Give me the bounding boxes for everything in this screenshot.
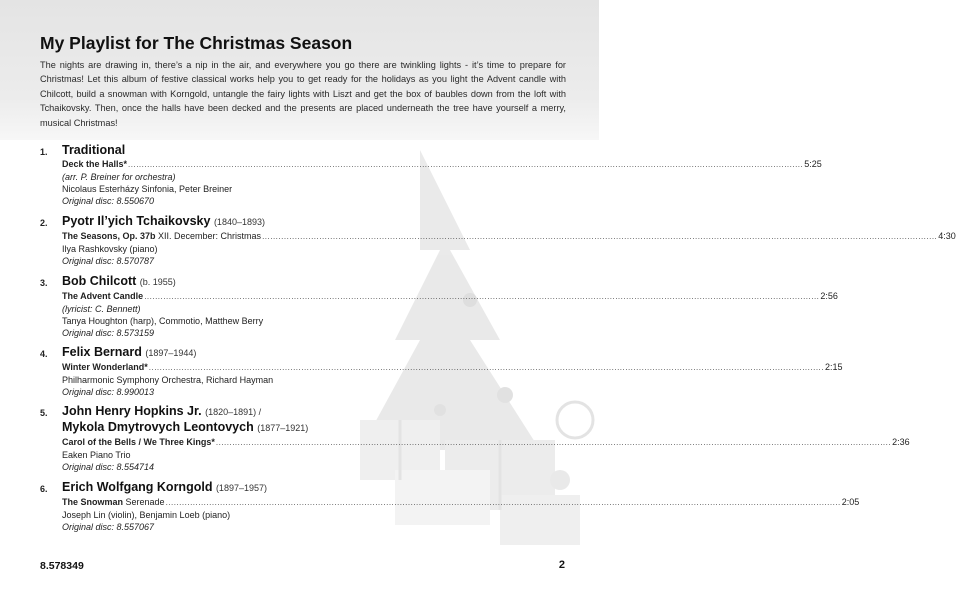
work-title: The Advent Candle (62, 291, 144, 301)
work-line (62, 290, 838, 303)
composer-2: Mykola Dmytrovych Leontovych (62, 420, 254, 434)
composer-name (62, 480, 566, 496)
track-number: 4. (40, 349, 48, 359)
dot-leader: ........................................................................................................................................................................................................................................................ (165, 498, 841, 507)
track-3 (40, 274, 838, 339)
performers: Joseph Lin (violin), Benjamin Loeb (piano) (62, 510, 231, 520)
dot-leader: ........................................................................................................................................................................................................................................................ (148, 363, 824, 372)
work-line (62, 230, 956, 243)
track-4 (40, 345, 843, 398)
work-title: The Snowman (62, 497, 124, 507)
work-subtitle: XII. December: Christmas (155, 231, 262, 241)
dot-leader: ........................................................................................................................................................................................................................................................ (144, 292, 820, 301)
work-subtitle: Serenade (123, 497, 165, 507)
composer-dates: (1897–1944) (145, 348, 197, 358)
track-number: 6. (40, 484, 48, 494)
performers: Eaken Piano Trio (62, 450, 131, 460)
composer: Felix Bernard (62, 345, 142, 359)
work-line (62, 158, 822, 171)
original-disc: Original disc: 8.990013 (62, 387, 155, 397)
original-disc: Original disc: 8.573159 (62, 328, 155, 338)
composer-name (62, 143, 566, 158)
work-line (62, 436, 910, 449)
work-title: Winter Wonderland* (62, 362, 148, 372)
work-title: Carol of the Bells / We Three Kings* (62, 437, 215, 447)
original-disc: Original disc: 8.570787 (62, 256, 155, 266)
lyricist-credit: (lyricist: C. Bennett) (62, 304, 141, 314)
page-title: My Playlist for The Christmas Season (40, 33, 353, 53)
composer: Traditional (62, 143, 126, 157)
dot-leader: ........................................................................................................................................................................................................................................................ (215, 438, 892, 447)
intro-paragraph: The nights are drawing in, there’s a nip in the air, and everywhere you go there are twinkling lights - it’s time to prepare for Christmas! Let this album of festive classical works help you to get ready for the holidays as you light the Advent candle with Chilcott, build a snowman with Korngold, untangle the fairy lights with Liszt and get the box of baubles down from the loft with Tchaikovsky. Then, once the halls have been decked and the presents are placed underneath the tree have yourself a merry, musical Christmas! (40, 60, 566, 128)
composer-name (62, 214, 566, 230)
composer-name (62, 274, 566, 290)
composer: Bob Chilcott (62, 274, 137, 288)
performers: Philharmonic Symphony Orchestra, Richard Hayman (62, 375, 274, 385)
composer-dates: (1840–1893) (213, 217, 265, 227)
page-number: 2 (558, 559, 565, 571)
track-duration: 2:15 (824, 362, 843, 372)
composer-dates: (1820–1891) / (205, 407, 262, 417)
work-title: The Seasons, Op. 37b (62, 231, 156, 241)
track-number: 5. (40, 408, 48, 418)
performers: Tanya Houghton (harp), Commotio, Matthew Berry (62, 316, 264, 326)
composer-dates: (1897–1957) (215, 483, 267, 493)
composer-dates: (b. 1955) (139, 277, 176, 287)
work-line (62, 496, 860, 509)
composer-2-dates: (1877–1921) (257, 423, 309, 433)
track-number: 2. (40, 218, 48, 228)
original-disc: Original disc: 8.550670 (62, 196, 155, 206)
composer-name (62, 345, 566, 361)
dot-leader: ........................................................................................................................................................................................................................................................ (128, 160, 804, 169)
dot-leader: ........................................................................................................................................................................................................................................................ (262, 232, 938, 241)
composer: John Henry Hopkins Jr. (62, 404, 202, 418)
catalog-number: 8.578349 (40, 560, 84, 572)
performers: Ilya Rashkovsky (piano) (62, 244, 158, 254)
original-disc: Original disc: 8.557067 (62, 522, 155, 532)
track-number: 3. (40, 278, 48, 288)
composer: Erich Wolfgang Korngold (62, 480, 213, 494)
arranger-credit: (arr. P. Breiner for orchestra) (62, 172, 176, 182)
performers: Nicolaus Esterházy Sinfonia, Peter Breiner (62, 184, 233, 194)
composer-name-2 (62, 420, 566, 436)
composer: Pyotr Il’yich Tchaikovsky (62, 214, 211, 228)
track-6 (40, 480, 860, 533)
track-5 (40, 404, 910, 473)
original-disc: Original disc: 8.554714 (62, 462, 155, 472)
track-duration: 2:36 (892, 437, 910, 447)
work-title: Deck the Halls* (62, 159, 128, 169)
track-1 (40, 143, 822, 207)
composer-name (62, 404, 566, 420)
track-number: 1. (40, 147, 48, 157)
track-duration: 5:25 (804, 159, 822, 169)
track-duration: 2:05 (841, 497, 860, 507)
work-line (62, 361, 843, 374)
track-duration: 2:56 (820, 291, 838, 301)
track-duration: 4:30 (938, 231, 956, 241)
track-2 (40, 214, 956, 267)
